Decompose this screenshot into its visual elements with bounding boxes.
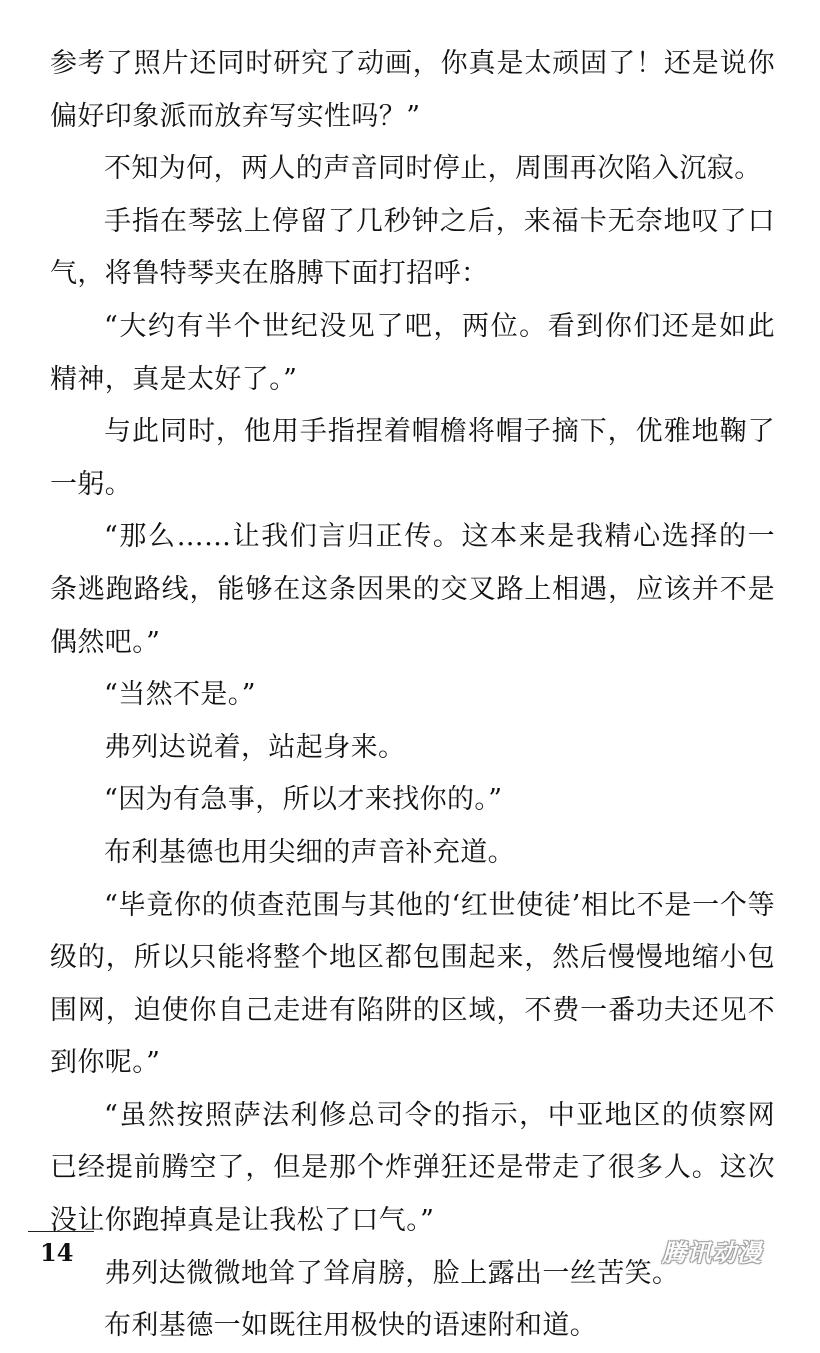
paragraph: 布利基德也用尖细的声音补充道。 xyxy=(104,836,515,868)
paragraph: “虽然按照萨法利修总司令的指示，中亚地区的侦察网已经提前腾空了，但是那个炸弹狂还是带走了很多人。这次没让你跑掉真是让我松了口气。” xyxy=(50,1099,775,1237)
paragraph: “那么……让我们言归正传。这本来是我精心选择的一条逃跑路线，能够在这条因果的交叉路上相遇，应该并不是偶然吧。” xyxy=(50,521,775,658)
watermark-logo: 腾讯动漫 xyxy=(662,1239,762,1267)
body-text xyxy=(50,38,775,1353)
paragraph: 不知为何，两人的声音同时停止，周围再次陷入沉寂。 xyxy=(104,153,762,185)
paragraph: 布利基德一如既往用极快的语速附和道。 xyxy=(104,1310,598,1342)
paragraph: “大约有半个世纪没见了吧，两位。看到你们还是如此精神，真是太好了。” xyxy=(50,310,775,395)
paragraph: 手指在琴弦上停留了几秒钟之后，来福卡无奈地叹了口气，将鲁特琴夹在胳膊下面打招呼： xyxy=(50,205,775,290)
paragraph: “因为有急事，所以才来找你的。” xyxy=(104,784,503,816)
footer-divider xyxy=(28,1231,94,1232)
paragraph: 弗列达微微地耸了耸肩膀，脸上露出一丝苦笑。 xyxy=(104,1257,680,1289)
page-number: 14 xyxy=(40,1238,74,1267)
paragraph: 弗列达说着，站起身来。 xyxy=(104,731,406,763)
paragraph: 与此同时，他用手指捏着帽檐将帽子摘下，优雅地鞠了一躬。 xyxy=(50,416,775,500)
paragraph: 参考了照片还同时研究了动画，你真是太顽固了！还是说你偏好印象派而放弃写实性吗？” xyxy=(50,48,775,132)
paragraph: “当然不是。” xyxy=(104,679,256,711)
paragraph: “毕竟你的侦查范围与其他的‘红世使徒’相比不是一个等级的，所以只能将整个地区都包围起来，然后慢慢地缩小包围网，迫使你自己走进有陷阱的区域，不费一番功夫还见不到你呢。” xyxy=(50,889,775,1079)
